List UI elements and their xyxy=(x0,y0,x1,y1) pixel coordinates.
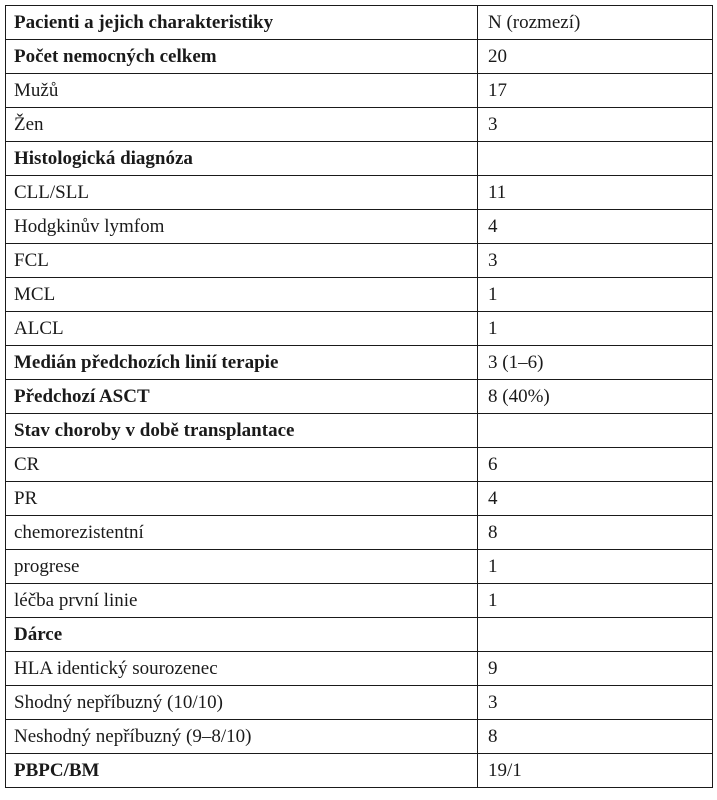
table-header-row xyxy=(6,6,713,40)
row-value-cell: 3 xyxy=(478,686,713,720)
row-label-cell: PBPC/BM xyxy=(6,754,478,788)
row-label-cell: FCL xyxy=(6,244,478,278)
table-row xyxy=(6,346,713,380)
row-label-cell: Stav choroby v době transplantace xyxy=(6,414,478,448)
row-label-cell: chemorezistentní xyxy=(6,516,478,550)
row-label-cell: progrese xyxy=(6,550,478,584)
row-value-cell: 17 xyxy=(478,74,713,108)
row-label-cell: Shodný nepříbuzný (10/10) xyxy=(6,686,478,720)
table-row xyxy=(6,414,713,448)
table-body xyxy=(6,6,713,788)
row-label-cell: HLA identický sourozenec xyxy=(6,652,478,686)
row-value-cell: 1 xyxy=(478,312,713,346)
table-row xyxy=(6,312,713,346)
row-value-cell: 3 xyxy=(478,244,713,278)
table-row xyxy=(6,720,713,754)
row-value-cell: 3 xyxy=(478,108,713,142)
table-row xyxy=(6,584,713,618)
table-row xyxy=(6,652,713,686)
table-row xyxy=(6,278,713,312)
row-value-cell: 8 xyxy=(478,720,713,754)
header-value-cell: N (rozmezí) xyxy=(478,6,713,40)
row-label-cell: MCL xyxy=(6,278,478,312)
row-label-cell: Počet nemocných celkem xyxy=(6,40,478,74)
row-value-cell: 20 xyxy=(478,40,713,74)
header-label-cell: Pacienti a jejich charakteristiky xyxy=(6,6,478,40)
table-row xyxy=(6,516,713,550)
table-row xyxy=(6,40,713,74)
table-row xyxy=(6,142,713,176)
table-row xyxy=(6,448,713,482)
row-value-cell xyxy=(478,618,713,652)
row-value-cell: 8 xyxy=(478,516,713,550)
table-row xyxy=(6,74,713,108)
patient-characteristics-table xyxy=(5,5,713,788)
row-label-cell: CLL/SLL xyxy=(6,176,478,210)
row-value-cell: 6 xyxy=(478,448,713,482)
row-value-cell: 8 (40%) xyxy=(478,380,713,414)
table-row xyxy=(6,244,713,278)
row-label-cell: Histologická diagnóza xyxy=(6,142,478,176)
row-label-cell: ALCL xyxy=(6,312,478,346)
row-value-cell: 4 xyxy=(478,482,713,516)
table-row xyxy=(6,380,713,414)
row-label-cell: CR xyxy=(6,448,478,482)
row-label-cell: Žen xyxy=(6,108,478,142)
row-value-cell: 19/1 xyxy=(478,754,713,788)
row-label-cell: Předchozí ASCT xyxy=(6,380,478,414)
table-row xyxy=(6,618,713,652)
row-label-cell: Medián předchozích linií terapie xyxy=(6,346,478,380)
table-row xyxy=(6,754,713,788)
row-value-cell: 11 xyxy=(478,176,713,210)
row-label-cell: Hodgkinův lymfom xyxy=(6,210,478,244)
row-value-cell: 1 xyxy=(478,278,713,312)
row-label-cell: Mužů xyxy=(6,74,478,108)
row-label-cell: Neshodný nepříbuzný (9–8/10) xyxy=(6,720,478,754)
row-label-cell: léčba první linie xyxy=(6,584,478,618)
row-value-cell xyxy=(478,414,713,448)
row-value-cell: 4 xyxy=(478,210,713,244)
row-value-cell: 3 (1–6) xyxy=(478,346,713,380)
row-value-cell: 1 xyxy=(478,550,713,584)
row-value-cell xyxy=(478,142,713,176)
table-row xyxy=(6,550,713,584)
table-row xyxy=(6,482,713,516)
table-row xyxy=(6,210,713,244)
row-label-cell: Dárce xyxy=(6,618,478,652)
table-row xyxy=(6,108,713,142)
row-value-cell: 1 xyxy=(478,584,713,618)
row-value-cell: 9 xyxy=(478,652,713,686)
row-label-cell: PR xyxy=(6,482,478,516)
table-row xyxy=(6,176,713,210)
patient-characteristics-table-container xyxy=(5,5,712,788)
table-row xyxy=(6,686,713,720)
